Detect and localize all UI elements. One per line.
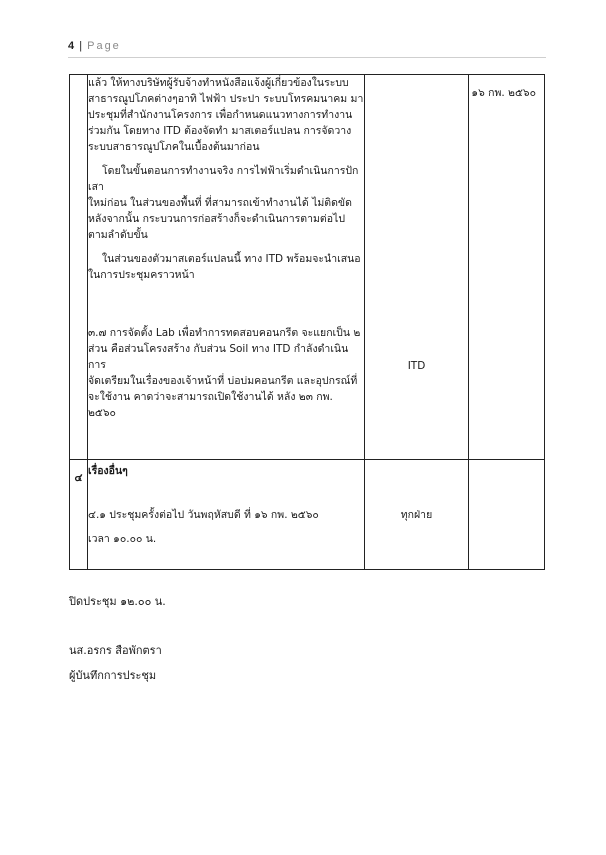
topic-line: ในการประชุมคราวหน้า (88, 269, 195, 281)
recorder-name: นส.อรกร สือพักตรา (69, 644, 162, 657)
topic-line: ๔.๑ ประชุมครั้งต่อไป วันพฤหัสบดี ที่ ๑๖ กพ. ๒๕๖๐ (88, 509, 319, 521)
topic-heading: เรื่องอื่นๆ (88, 465, 128, 477)
topic-line: ประชุมที่สำนักงานโครงการ เพื่อกำหนดแนวทางการทำงาน (88, 109, 353, 121)
table-row (70, 460, 545, 570)
recorder-role: ผู้บันทึกการประชุม (69, 669, 157, 682)
row-number-cell: ๔ (70, 460, 88, 570)
due-date-cell: ๑๖ กพ. ๒๕๖๐ (469, 75, 545, 460)
topic-line: จัดเตรียมในเรื่องของเจ้าหน้าที่ บ่อบ่มคอนกรีต และอุปกรณ์ที่ (88, 375, 358, 387)
topic-line: หลังจากนั้น กระบวนการก่อสร้างก็จะดำเนินการตามต่อไป (88, 213, 345, 225)
topic-line: ร่วมกัน โดยทาง ITD ต้องจัดทำ มาสเตอร์แปลน การจัดวาง (88, 125, 352, 137)
topic-line: แล้ว ให้ทางบริษัทผู้รับจ้างทำหนังสือแจ้งผู้เกี่ยวข้องในระบบ (88, 77, 349, 89)
topic-line: จะใช้งาน คาดว่าจะสามารถเปิดใช้งานได้ หลัง ๒๓ กพ. ๒๕๖๐ (88, 391, 333, 419)
row-number-cell (70, 75, 88, 460)
topic-cell (88, 460, 365, 570)
responsible-cell: ทุกฝ่าย (365, 460, 469, 570)
topic-line: เวลา ๑๐.๐๐ น. (88, 533, 157, 545)
topic-cell (88, 75, 365, 460)
page-header (68, 40, 546, 58)
meeting-closed-text: ปิดประชุม ๑๒.๐๐ น. (69, 595, 166, 608)
topic-line: สาธารณูปโภคต่างๆอาทิ ไฟฟ้า ประปา ระบบโทรคมนาคม มา (88, 93, 364, 105)
page-separator: | (79, 40, 83, 52)
topic-line: ๓.๗ การจัดตั้ง Lab เพื่อทำการทดสอบคอนกรีต จะแยกเป็น ๒ (88, 327, 361, 339)
page-word: Page (87, 40, 121, 52)
topic-line: โดยในขั้นตอนการทำงานจริง การไฟฟ้าเริ่มดำเนินการปักเสา (88, 165, 359, 193)
topic-line: ใหม่ก่อน ในส่วนของพื้นที่ ที่สามารถเข้าทำงานได้ ไม่ติดขัด (88, 197, 352, 209)
due-date-cell (469, 460, 545, 570)
page-number: 4 (68, 40, 75, 52)
table-row (70, 75, 545, 460)
topic-line: ส่วน คือส่วนโครงสร้าง กับส่วน Soil ทาง ITD กำลังดำเนินการ (88, 343, 349, 371)
topic-line: ระบบสาธารณูปโภคในเบื้องต้นมาก่อน (88, 141, 260, 153)
topic-line: ตามลำดับขั้น (88, 229, 148, 241)
responsible-cell: ITD (365, 75, 469, 460)
topic-line: ในส่วนของตัวมาสเตอร์แปลนนี้ ทาง ITD พร้อมจะนำเสนอ (102, 253, 361, 265)
minutes-table (69, 74, 545, 570)
